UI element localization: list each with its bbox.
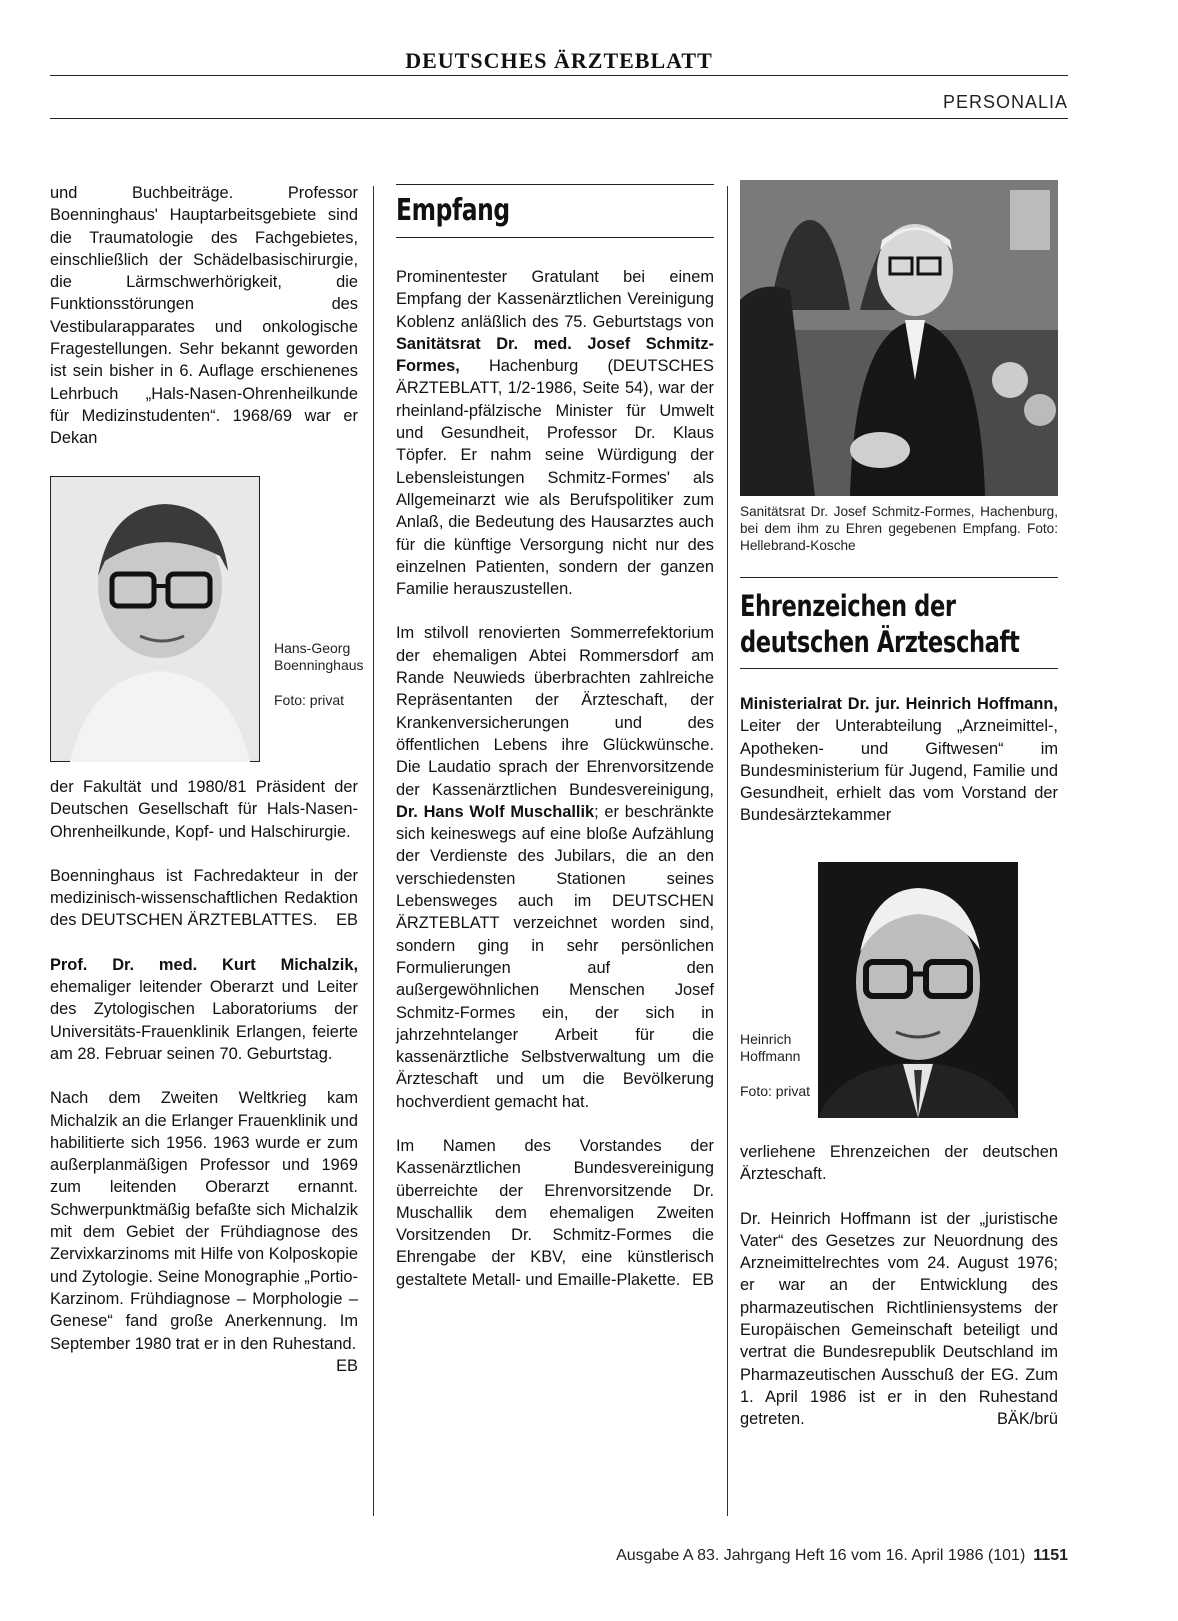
empfang-paragraph-1-text-c: Hachenburg (DEUTSCHES ÄRZTEBLATT, 1/2-1986, Seite 54), war der rheinland-pfälzische Minister für Umwelt und Gesundheit, Professor Dr. Klaus Töpfer. Er nahm seine Würdigung der Lebensleistungen Schmitz-Formes' als Allgemeinarzt wie als Berufspolitiker zum Anlaß, die Bedeutung des Hausarztes auch für die künftige Versorgung nicht nur des einzelnen Patienten, sondern der ganzen Familie herauszustellen. xyxy=(396,357,714,599)
hoffmann-caption xyxy=(740,1031,818,1100)
hoffmann-caption-name: Heinrich Hoffmann xyxy=(740,1031,801,1064)
michalzik-paragraph-2 xyxy=(50,1087,358,1375)
signature-eb-3: EB xyxy=(692,1270,714,1289)
empfang-paragraph-2-text-c: ; er beschränkte sich keineswegs auf eine bloße Aufzählung der Verdienste des Jubilars, die an den verschiedensten Stationen seines Lebensweges auch im DEUTSCHEN ÄRZTEBLATT verzeichnet worden sind, sondern ging in sehr persönlichen Formulierungen auf den außergewöhnlichen Menschen Josef Schmitz-Formes ein, der sich in jahrzehntelanger Arbeit für die kassenärztliche Selbstverwaltung um die Ärzteschaft und um die Bevölkerung hochverdient gemacht hat. xyxy=(396,802,714,1111)
hoffmann-paragraph-1-text: Leiter der Unterabteilung „Arzneimittel-, Apotheken- und Giftwesen“ im Bundesministerium für Jugend, Familie und Gesundheit, erhielt das vom Vorstand der Bundesärztekammer xyxy=(740,717,1058,825)
boenninghaus-paragraph-1: und Buchbeiträge. Professor Boenninghaus' Hauptarbeitsgebiete sind die Traumatologie des Fachgebietes, einschließlich der Schädelbasischirurgie, die Lärmschwerhörigkeit, die Funktionsstörungen des Vestibularapparates und onkologische Fragestellungen. Sehr bekannt geworden ist sein bisher in 6. Auflage erschienenes Lehrbuch „Hals-Nasen-Ohrenheilkunde für Medizinstudenten“. 1968/69 war er Dekan xyxy=(50,184,358,448)
michalzik-paragraph-1-text: ehemaliger leitender Oberarzt und Leiter des Zytologischen Laboratoriums der Universitäts-Frauenklinik Erlangen, feierte am 28. Februar seinen 70. Geburtstag. xyxy=(50,978,358,1063)
michalzik-paragraph-1 xyxy=(50,954,358,1065)
signature-baek: BÄK/brü xyxy=(996,1410,1058,1429)
hoffmann-portrait xyxy=(818,862,1018,1118)
column-2 xyxy=(396,184,714,1291)
boenninghaus-paragraph-3-text: Boenninghaus ist Fachredakteur in der medizinisch-wissenschaftlichen Redaktion des DEUTSCHEN ÄRZTEBLATTES. xyxy=(50,866,358,930)
empfang-paragraph-1 xyxy=(396,266,714,600)
column-divider-1 xyxy=(373,186,374,1516)
ehrenzeichen-bottom-rule xyxy=(740,668,1058,669)
issue-info: Ausgabe A 83. Jahrgang Heft 16 vom 16. April 1986 (101) xyxy=(616,1547,1026,1564)
hoffmann-caption-credit: Foto: privat xyxy=(740,1083,811,1099)
section-rule xyxy=(50,118,1068,119)
ehrenzeichen-headline-line-2: deutschen Ärzteschaft xyxy=(740,625,1020,659)
empfang-paragraph-3-text: Im Namen des Vorstandes der Kassenärztlichen Bundesvereinigung überreichte der Ehrenvorsitzende Dr. Muschallik dem ehemaligen Zweiten Vorsitzenden Dr. Schmitz-Formes die Ehrengabe der KBV, eine künstlerisch gestaltete Metall- und Emaille-Plakette. xyxy=(396,1136,714,1289)
hoffmann-paragraph-3-text: Dr. Heinrich Hoffmann ist der „juristische Vater“ des Gesetzes zur Neuordnung des Arzneimittelrechtes vom 24. August 1976; er war an der Entwicklung des pharmazeutischen Richtliniensystems der Europäischen Gemeinschaft beteiligt und vertrat die Bundesrepublik Deutschland im Pharmazeutischen Ausschuß der EG. Zum 1. April 1986 ist er in den Ruhestand getreten. xyxy=(740,1209,1058,1429)
section-label: PERSONALIA xyxy=(942,92,1068,112)
column-1-continued xyxy=(50,776,358,1377)
empfang-photo-caption: Sanitätsrat Dr. Josef Schmitz-Formes, Hachenburg, bei dem ihm zu Ehren gegebenen Empfang. Foto: Hellebrand-Kosche xyxy=(740,504,1058,553)
empfang-bottom-rule xyxy=(396,237,714,238)
boenninghaus-paragraph-3 xyxy=(50,865,358,932)
page-number: 1151 xyxy=(1033,1547,1068,1564)
ehrenzeichen-headline-line-1: Ehrenzeichen der xyxy=(740,589,956,623)
hoffmann-paragraph-2: verliehene Ehrenzeichen der deutschen Ärzteschaft. xyxy=(740,1143,1058,1184)
signature-eb-2: EB xyxy=(336,1356,358,1375)
portrait-image-icon xyxy=(50,476,260,762)
michalzik-paragraph-2-text: Nach dem Zweiten Weltkrieg kam Michalzik an die Erlanger Frauenklinik und habilitierte sich 1956. 1963 wurde er zum außerplanmäßigen Professor und 1969 zum leitenden Oberarzt ernannt. Schwerpunktmäßig befaßte sich Michalzik mit dem Gebiet der Frühdiagnose des Zervixkarzinoms mit Hilfe von Kolposkopie und Zytologie. Seine Monographie „Portio-Karzinom. Frühdiagnose – Morphologie – Genese“ fand große Anerkennung. Im September 1980 trat er in den Ruhestand. xyxy=(50,1089,358,1353)
column-3 xyxy=(740,577,1058,827)
reception-photo-icon xyxy=(740,180,1058,496)
hoffmann-paragraph-1 xyxy=(740,693,1058,827)
hoffmann-name: Ministerialrat Dr. jur. Heinrich Hoffmann, xyxy=(740,695,1058,713)
column-divider-2 xyxy=(727,186,728,1516)
column-1 xyxy=(50,182,358,450)
boenninghaus-caption-name: Hans-Georg Boenninghaus xyxy=(274,640,364,673)
schmitz-formes-name: Sanitätsrat Dr. med. Josef Schmitz-Formes, xyxy=(396,334,714,376)
michalzik-name: Prof. Dr. med. Kurt Michalzik, xyxy=(50,955,358,974)
empfang-paragraph-2-text-a: Im stilvoll renovierten Sommerrefektorium der ehemaligen Abtei Rommersdorf am Rande Neuwieds überbrachten zahlreiche Repräsentanten der Ärzteschaft, der Krankenversicherungen und des öffentlichen Lebens ihre Glückwünsche. Die Laudatio sprach der Ehrenvorsitzende der Kassenärztlichen Bundesvereinigung, xyxy=(396,624,714,799)
page-footer xyxy=(616,1547,1068,1565)
boenninghaus-paragraph-2: der Fakultät und 1980/81 Präsident der Deutschen Gesellschaft für Hals-Nasen-Ohrenheilkunde, Kopf- und Halschirurgie. xyxy=(50,778,358,841)
ehrenzeichen-top-rule xyxy=(740,577,1058,578)
empfang-top-rule xyxy=(396,184,714,185)
hoffmann-paragraph-3 xyxy=(740,1208,1058,1431)
portrait-image-icon xyxy=(818,862,1018,1118)
empfang-paragraph-3 xyxy=(396,1135,714,1291)
empfang-photo xyxy=(740,180,1058,496)
empfang-paragraph-2 xyxy=(396,622,714,1113)
signature-eb-1: EB xyxy=(336,911,358,930)
boenninghaus-portrait xyxy=(50,476,260,762)
muschallik-name: Dr. Hans Wolf Muschallik xyxy=(396,802,595,821)
masthead: DEUTSCHES ÄRZTEBLATT xyxy=(405,48,713,73)
column-3-continued xyxy=(740,1141,1058,1431)
boenninghaus-caption-credit: Foto: privat xyxy=(274,692,345,708)
boenninghaus-caption xyxy=(274,640,364,709)
empfang-paragraph-1-text-a: Prominentester Gratulant bei einem Empfang der Kassenärztlichen Vereinigung Koblenz anläßlich des 75. Geburtstags von xyxy=(396,268,714,331)
empfang-headline: Empfang xyxy=(396,193,510,228)
masthead-rule xyxy=(50,75,1068,76)
